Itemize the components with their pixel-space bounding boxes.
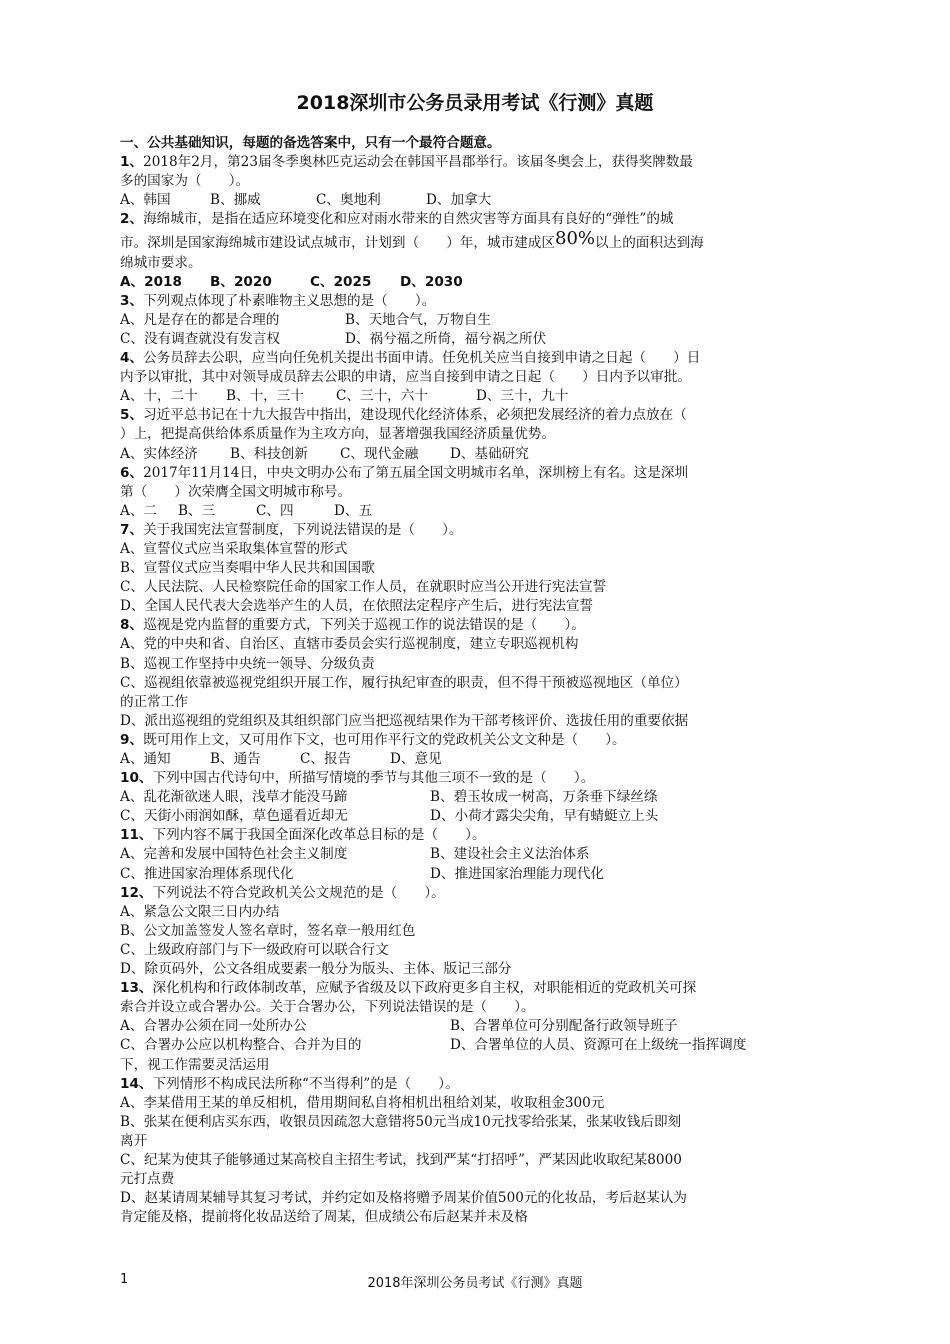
option-row (120, 865, 826, 884)
option-c: C、报告 (300, 751, 352, 767)
option-b: B、通告 (210, 751, 261, 767)
question-stem: 既可用作上文，又可用作下文，也可用作平行文的党政机关公文文种是（ ）。 (143, 731, 626, 748)
question-stem: 下列中国古代诗句中，所描写情境的季节与其他三项不一致的是（ ）。 (152, 770, 595, 787)
question-number: 9、 (120, 731, 144, 748)
option-b: B、天地合气，万物自生 (345, 311, 491, 328)
option-d: D、小荷才露尖尖角，早有蜻蜓立上头 (430, 808, 659, 825)
option-b: B、三 (178, 502, 216, 519)
question-stem: 下列观点体现了朴素唯物主义思想的是（ ）。 (143, 292, 436, 309)
option-c: C、人民法院、人民检察院任命的国家工作人员，在就职时应当公开进行宪法宣誓 (120, 579, 607, 596)
option-b: B、合署单位可分别配备行政领导班子 (450, 1018, 678, 1035)
option-d: D、合署单位的人员、资源可在上级统一指挥调度 (450, 1037, 747, 1054)
option-d: D、除页码外，公文各组成要素一般分为版头、主体、版记三部分 (120, 961, 512, 978)
option-d: D、推进国家治理能力现代化 (430, 865, 605, 882)
option-a: A、通知 (120, 751, 171, 767)
question-stem: 2017年11月14日，中央文明办公布了第五届全国文明城市名单，深圳榜上有名。这是深圳 (143, 464, 689, 481)
option-b: B、张某在便利店买东西，收银员因疏忽大意错将50元当成10元找零给张某，张某收钱后即刻 (120, 1113, 682, 1130)
option-c-continued: 元打点费 (120, 1171, 175, 1188)
option-a: A、宣誓仪式应当采取集体宣誓的形式 (120, 540, 348, 557)
question-number: 13、 (120, 980, 153, 997)
option-c: C、纪某为使其子能够通过某高校自主招生考试，找到严某“打招呼”，严某因此收取纪某8000 (120, 1151, 682, 1168)
option-d: D、赵某请周某辅导其复习考试，并约定如及格将赠予周某价值500元的化妆品，考后赵某认为 (120, 1190, 687, 1207)
question-3 (120, 292, 826, 349)
option-a: A、实体经济 (120, 445, 198, 462)
question-stem: 习近平总书记在十九大报告中指出，建设现代化经济体系，必须把发展经济的着力点放在（ (143, 407, 687, 424)
option-a: A、紧急公文限三日内办结 (120, 903, 280, 920)
question-13 (120, 979, 826, 1074)
question-stem: 市。深圳是国家海绵城市建设试点城市，计划到（ ）年，城市建成区 (120, 235, 555, 252)
option-b: B、科技创新 (230, 445, 308, 462)
question-stem: 第（ ）次荣膺全国文明城市称号。 (120, 483, 352, 500)
option-d-continued: 肯定能及格，提前将化妆品送给了周某，但成绩公布后赵某并未及格 (120, 1209, 528, 1226)
option-c: C、三十，六十 (336, 388, 428, 405)
option-c: C、四 (256, 502, 294, 519)
question-stem: 下列说法不符合党政机关公文规范的是（ ）。 (152, 884, 445, 901)
question-number: 12、 (120, 884, 153, 901)
option-a: A、合署办公须在同一处所办公 (120, 1018, 307, 1035)
option-b: B、公文加盖签发人签名章时，签名章一般用红色 (120, 922, 416, 939)
question-12 (120, 884, 826, 979)
question-stem: 内予以审批，其中对领导成员辞去公职的申请，应当自接到申请之日起（ ）日内予以审批。 (120, 369, 691, 386)
question-number: 6、 (120, 464, 144, 481)
question-number: 11、 (120, 827, 153, 844)
option-b-continued: 离开 (120, 1132, 148, 1149)
option-c: C、没有调查就没有发言权 (120, 330, 280, 347)
option-row (120, 1036, 826, 1055)
option-c-continued: 的正常工作 (120, 693, 188, 710)
question-number: 4、 (120, 350, 144, 367)
document-body (120, 134, 826, 1227)
option-a: A、十，二十 (120, 388, 198, 405)
question-stem: 多的国家为（ ）。 (120, 173, 250, 190)
option-row (120, 788, 826, 807)
option-row (120, 845, 826, 864)
option-c: C、推进国家治理体系现代化 (120, 865, 294, 882)
question-9 (120, 731, 826, 769)
question-4 (120, 349, 826, 406)
option-a: A、2018 (120, 273, 182, 290)
option-c: C、天街小雨润如酥，草色遥看近却无 (120, 808, 348, 825)
question-stem: 公务员辞去公职，应当向任免机关提出书面申请。任免机关应当自接到申请之日起（ ）日 (143, 350, 701, 367)
option-c: C、现代金融 (340, 445, 419, 462)
question-stem: 绵城市要求。 (120, 254, 202, 271)
footer-title: 2018年深圳公务员考试《行测》真题 (367, 1276, 583, 1291)
option-c: C、上级政府部门与下一级政府可以联合行文 (120, 941, 389, 958)
option-c: C、奥地利 (316, 192, 381, 209)
option-row (120, 807, 826, 826)
option-b: B、宣誓仪式应当奏唱中华人民共和国国歌 (120, 560, 375, 577)
question-number: 8、 (120, 617, 144, 634)
option-b: B、2020 (210, 273, 272, 290)
option-b: B、建设社会主义法治体系 (430, 846, 590, 863)
option-row (120, 273, 826, 292)
option-d: D、五 (334, 502, 373, 519)
page-title: 2018深圳市公务员录用考试《行测》真题 (296, 92, 654, 114)
option-d: D、祸兮福之所倚，福兮祸之所伏 (345, 330, 547, 347)
question-stem: 2018年2月，第23届冬季奥林匹克运动会在韩国平昌郡举行。该届冬奥会上，获得奖牌数最 (143, 154, 693, 171)
option-b: B、巡视工作坚持中央统一领导、分级负责 (120, 655, 375, 672)
question-number: 3、 (120, 292, 144, 309)
question-number: 10、 (120, 770, 153, 787)
question-11 (120, 826, 826, 883)
option-a: A、乱花渐欲迷人眼，浅草才能没马蹄 (120, 789, 348, 806)
question-6 (120, 464, 826, 521)
question-2 (120, 210, 826, 291)
option-row (120, 750, 826, 769)
option-c: C、巡视组依靠被巡视党组织开展工作，履行执纪审查的职责，但不得干预被巡视地区（单位） (120, 674, 688, 691)
percent-value: 80% (555, 228, 596, 250)
option-b: B、碧玉妆成一树高，万条垂下绿丝绦 (430, 789, 658, 806)
option-d: D、意见 (390, 751, 442, 767)
question-stem: 下列内容不属于我国全面深化改革总目标的是（ ）。 (152, 827, 486, 844)
option-row (120, 311, 826, 330)
option-c: C、2025 (310, 273, 372, 290)
question-1 (120, 153, 826, 210)
option-b: B、十，三十 (226, 388, 304, 405)
option-row (120, 502, 826, 521)
option-a: A、韩国 (120, 192, 171, 209)
option-a: A、二 (120, 502, 158, 519)
option-row (120, 330, 826, 349)
option-d: D、全国人民代表大会选举产生的人员，在依照法定程序产生后，进行宪法宣誓 (120, 598, 594, 615)
question-stem: 深化机构和行政体制改革，应赋予省级及以下政府更多自主权，对职能相近的党政机关可探 (152, 980, 697, 997)
question-stem: 关于我国宪法宣誓制度，下列说法错误的是（ ）。 (143, 521, 463, 538)
question-number: 2、 (120, 211, 144, 228)
question-5 (120, 406, 826, 463)
option-a: A、凡是存在的都是合理的 (120, 311, 280, 328)
question-stem: 巡视是党内监督的重要方式，下列关于巡视工作的说法错误的是（ ）。 (143, 617, 585, 634)
question-14 (120, 1075, 826, 1228)
option-a: A、李某借用王某的单反相机，借用期间私自将相机出租给刘某，收取租金300元 (120, 1094, 605, 1111)
question-number: 7、 (120, 521, 144, 538)
option-d: D、派出巡视组的党组织及其组织部门应当把巡视结果作为干部考核评价、选拔任用的重要依据 (120, 712, 689, 729)
option-row (120, 445, 826, 464)
option-d: D、基础研究 (450, 445, 529, 462)
option-row (120, 191, 826, 210)
option-b: B、挪威 (210, 192, 261, 209)
page-number: 1 (120, 1272, 129, 1287)
option-row (120, 1017, 826, 1036)
question-number: 5、 (120, 407, 144, 424)
question-7 (120, 521, 826, 616)
question-stem: 海绵城市，是指在适应环境变化和应对雨水带来的自然灾害等方面具有良好的“弹性”的城 (143, 211, 674, 228)
option-row (120, 387, 826, 406)
question-stem: 以上的面积达到海 (595, 235, 704, 252)
question-number: 14、 (120, 1075, 153, 1092)
option-a: A、完善和发展中国特色社会主义制度 (120, 846, 348, 863)
question-10 (120, 769, 826, 826)
question-stem: ）上，把提高供给体系质量作为主攻方向，显著增强我国经济质量优势。 (120, 426, 555, 443)
question-8 (120, 616, 826, 731)
option-d: D、加拿大 (426, 192, 492, 209)
question-stem: 下列情形不构成民法所称“不当得利”的是（ ）。 (152, 1075, 459, 1092)
section-heading: 一、公共基础知识，每题的备选答案中，只有一个最符合题意。 (120, 135, 501, 151)
option-a: A、党的中央和省、自治区、直辖市委员会实行巡视制度，建立专职巡视机构 (120, 636, 579, 653)
option-d-continued: 下，视工作需要灵活运用 (120, 1056, 270, 1073)
option-d: D、2030 (400, 273, 463, 290)
option-d: D、三十，九十 (476, 388, 569, 405)
question-stem: 索合并设立或合署办公。关于合署办公，下列说法错误的是（ ）。 (120, 999, 535, 1016)
question-number: 1、 (120, 154, 144, 171)
option-c: C、合署办公应以机构整合、合并为目的 (120, 1037, 362, 1054)
